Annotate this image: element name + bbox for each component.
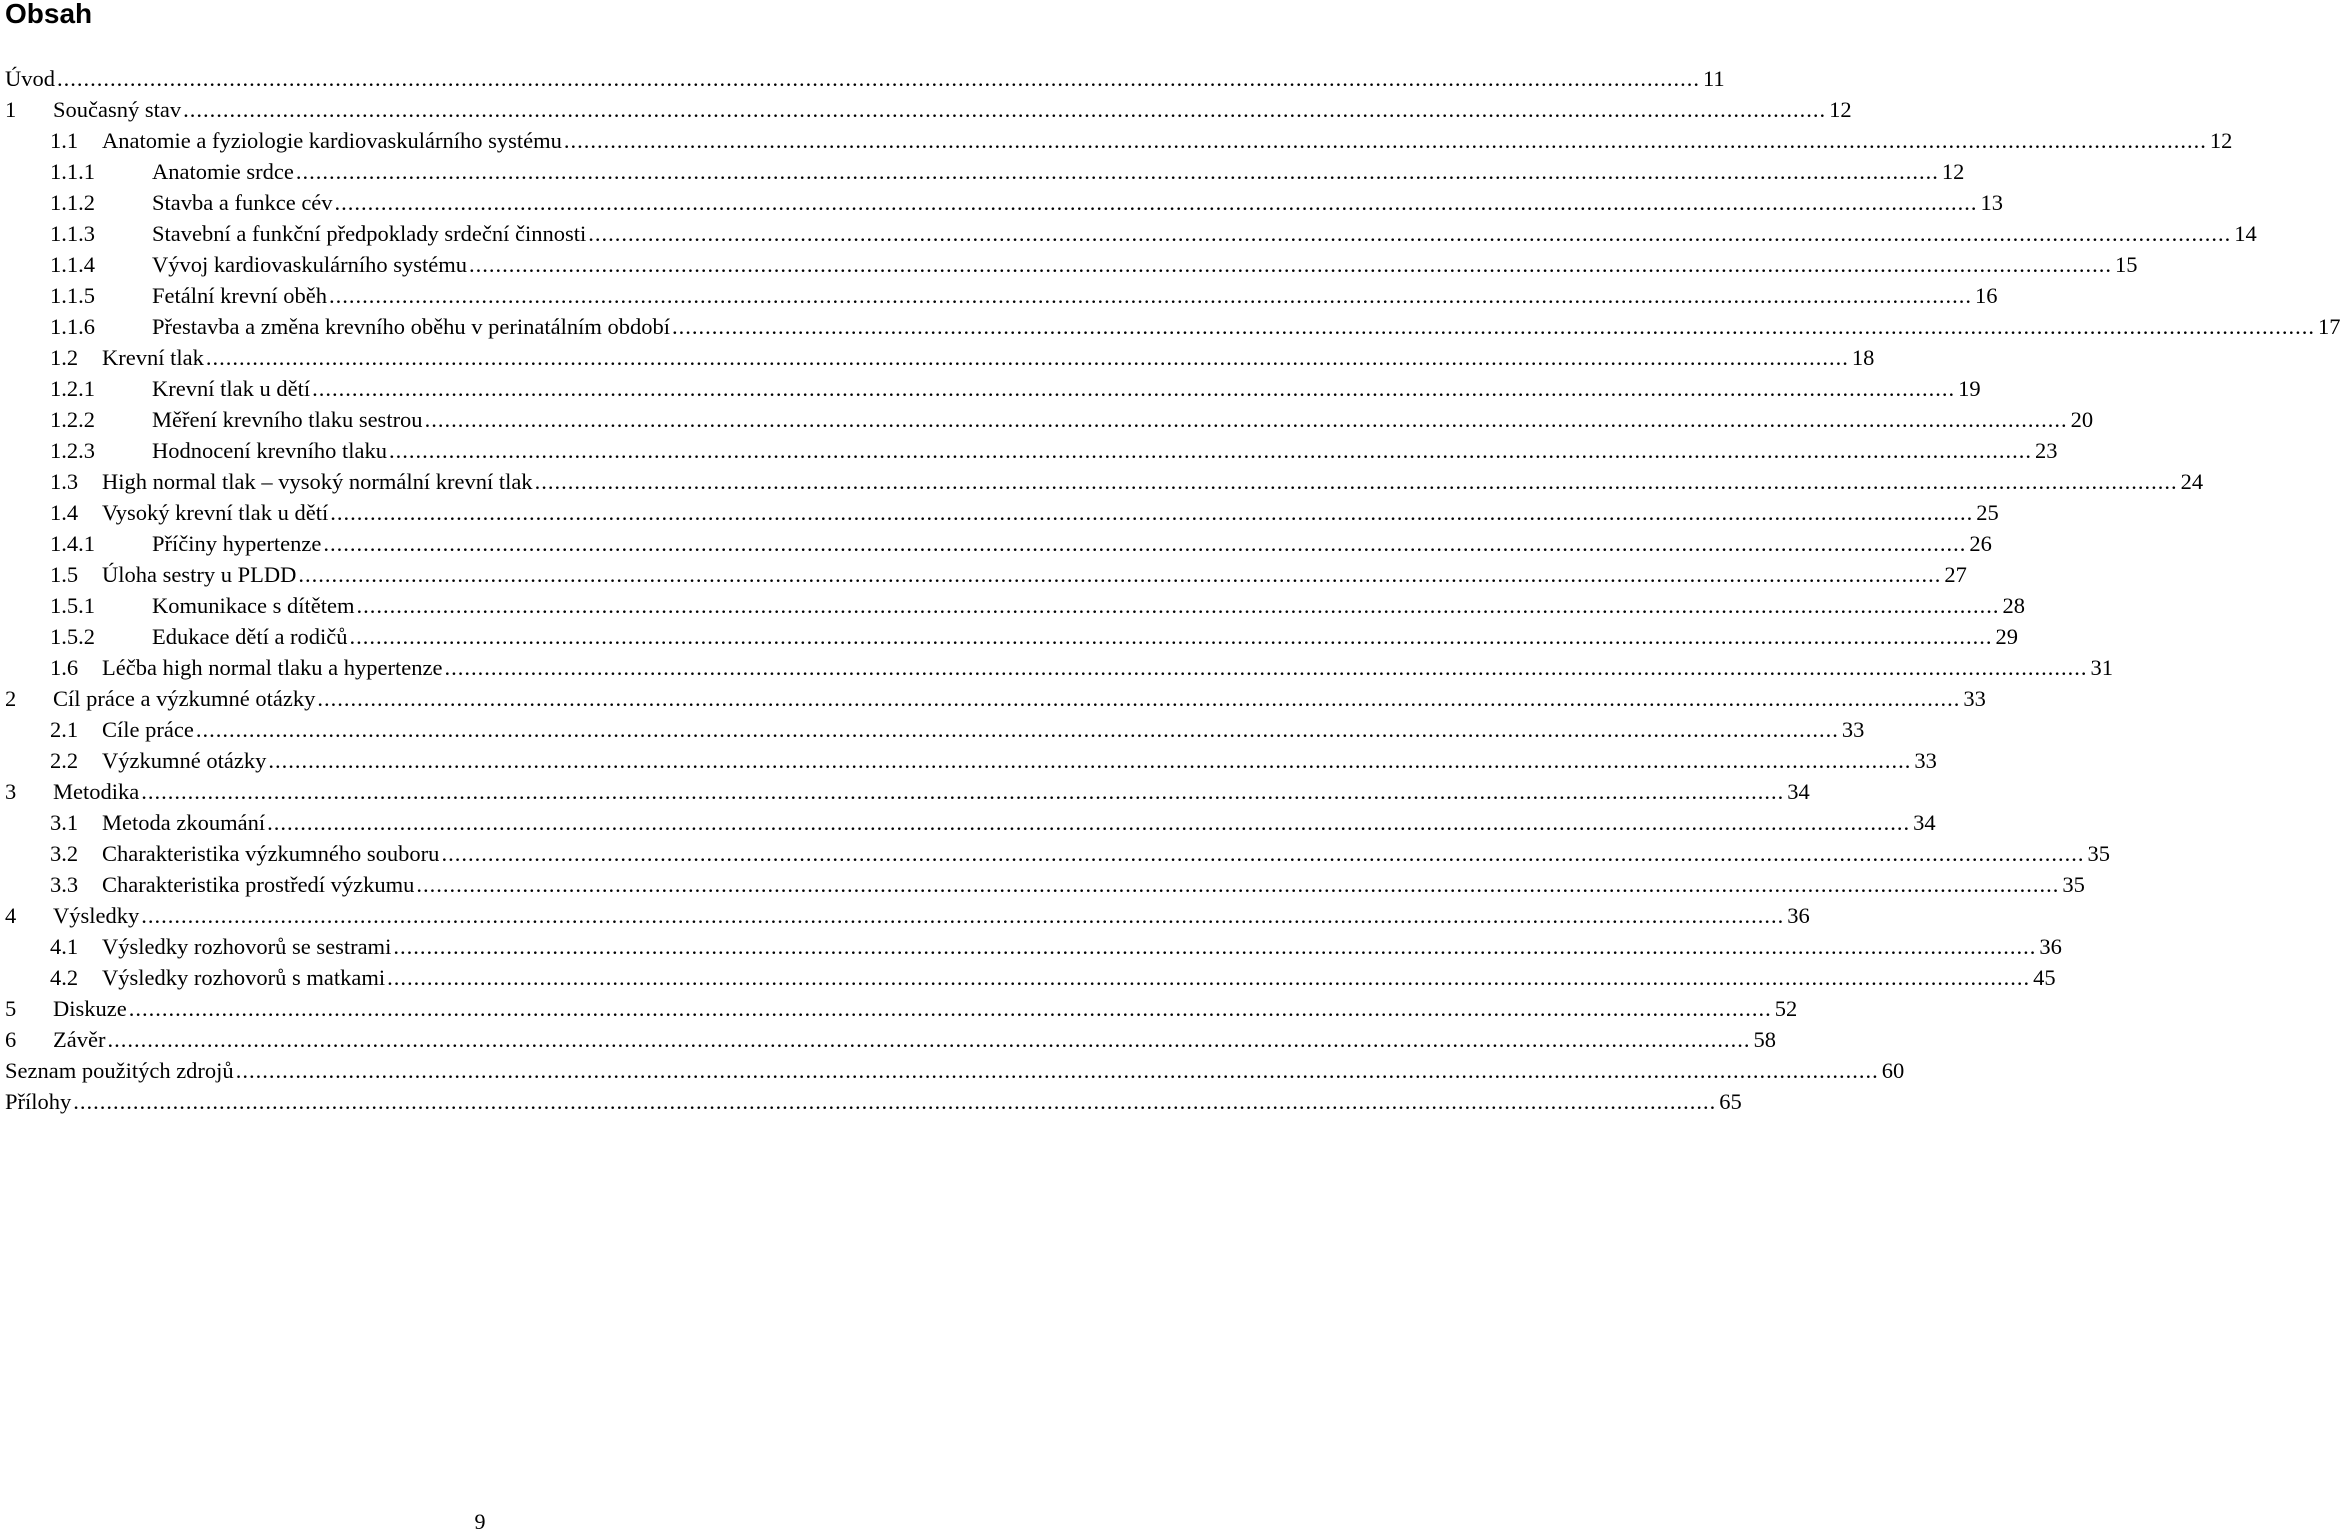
dot-leader bbox=[312, 373, 1955, 404]
toc-entry[interactable] bbox=[5, 94, 1852, 125]
toc-entry[interactable] bbox=[5, 590, 2025, 621]
toc-entry-page: 24 bbox=[2180, 469, 2204, 494]
table-of-contents bbox=[5, 63, 2341, 1117]
toc-entry-number: 1.5 bbox=[50, 562, 79, 587]
toc-heading: Obsah bbox=[5, 0, 93, 29]
toc-entry-page: 17 bbox=[2317, 314, 2341, 339]
toc-entry-title: Výzkumné otázky bbox=[102, 748, 267, 773]
toc-entry-title: Měření krevního tlaku sestrou bbox=[152, 407, 423, 432]
toc-entry[interactable] bbox=[5, 621, 2019, 652]
toc-entry-number: 3.2 bbox=[50, 841, 79, 866]
dot-leader bbox=[141, 900, 1784, 931]
toc-entry[interactable] bbox=[5, 1055, 1905, 1086]
toc-entry-page: 12 bbox=[2209, 128, 2233, 153]
toc-entry-title: Stavební a funkční předpoklady srdeční činnosti bbox=[152, 221, 587, 246]
dot-leader bbox=[469, 249, 2112, 280]
toc-entry-title: Edukace dětí a rodičů bbox=[152, 624, 348, 649]
toc-entry-page: 11 bbox=[1703, 66, 1725, 91]
toc-entry-title: Hodnocení krevního tlaku bbox=[152, 438, 387, 463]
toc-entry-page: 23 bbox=[2034, 438, 2058, 463]
toc-entry-number: 1.1.3 bbox=[50, 221, 95, 246]
toc-entry[interactable] bbox=[5, 156, 1965, 187]
toc-entry-number: 3.1 bbox=[50, 810, 79, 835]
dot-leader bbox=[356, 590, 1999, 621]
toc-entry[interactable] bbox=[5, 745, 1937, 776]
dot-leader bbox=[298, 559, 1941, 590]
toc-entry[interactable] bbox=[5, 900, 1810, 931]
toc-entry[interactable] bbox=[5, 652, 2113, 683]
toc-entry-title: Přestavba a změna krevního oběhu v perinatálním období bbox=[152, 314, 670, 339]
dot-leader bbox=[672, 311, 2315, 342]
toc-entry-page: 18 bbox=[1851, 345, 1875, 370]
dot-leader bbox=[57, 63, 1700, 94]
toc-entry-page: 13 bbox=[1980, 190, 2004, 215]
toc-entry[interactable] bbox=[5, 435, 2058, 466]
toc-entry-number: 1 bbox=[5, 97, 17, 122]
toc-entry-title: Stavba a funkce cév bbox=[152, 190, 333, 215]
toc-entry-number: 4 bbox=[5, 903, 17, 928]
toc-entry-number: 1.1.6 bbox=[50, 314, 95, 339]
toc-entry-title: Charakteristika prostředí výzkumu bbox=[102, 872, 415, 897]
dot-leader bbox=[268, 745, 1911, 776]
toc-entry[interactable] bbox=[5, 776, 1810, 807]
toc-entry-page: 20 bbox=[2070, 407, 2094, 432]
toc-entry[interactable] bbox=[5, 931, 2062, 962]
toc-entry-page: 28 bbox=[2002, 593, 2025, 618]
dot-leader bbox=[107, 1024, 1750, 1055]
dot-leader bbox=[196, 714, 1839, 745]
toc-entry-title: Závěr bbox=[53, 1027, 106, 1052]
dot-leader bbox=[329, 280, 1972, 311]
toc-entry[interactable] bbox=[5, 342, 1875, 373]
dot-leader bbox=[141, 776, 1784, 807]
toc-entry-number: 1.4.1 bbox=[50, 531, 95, 556]
toc-entry-page: 16 bbox=[1974, 283, 1998, 308]
toc-entry[interactable] bbox=[5, 125, 2233, 156]
toc-entry[interactable] bbox=[5, 683, 1986, 714]
toc-entry-page: 12 bbox=[1829, 97, 1852, 122]
toc-entry[interactable] bbox=[5, 869, 2085, 900]
toc-entry-page: 29 bbox=[1995, 624, 2019, 649]
toc-entry[interactable] bbox=[5, 838, 2110, 869]
toc-entry[interactable] bbox=[5, 559, 1967, 590]
dot-leader bbox=[323, 528, 1966, 559]
dot-leader bbox=[183, 94, 1826, 125]
dot-leader bbox=[535, 466, 2178, 497]
toc-entry-title: Přílohy bbox=[5, 1089, 72, 1114]
toc-entry-number: 1.2.2 bbox=[50, 407, 95, 432]
toc-entry-title: Fetální krevní oběh bbox=[152, 283, 327, 308]
toc-entry-number: 1.1.2 bbox=[50, 190, 95, 215]
toc-entry[interactable] bbox=[5, 962, 2056, 993]
toc-entry-page: 36 bbox=[1787, 903, 1810, 928]
toc-entry-title: Charakteristika výzkumného souboru bbox=[102, 841, 440, 866]
toc-entry-title: Cíle práce bbox=[102, 717, 194, 742]
toc-entry-number: 1.5.1 bbox=[50, 593, 95, 618]
toc-entry[interactable] bbox=[5, 218, 2257, 249]
toc-entry[interactable] bbox=[5, 311, 2341, 342]
toc-entry-title: Cíl práce a výzkumné otázky bbox=[53, 686, 316, 711]
dot-leader bbox=[330, 497, 1973, 528]
toc-entry-number: 1.2.1 bbox=[50, 376, 95, 401]
toc-entry-number: 5 bbox=[5, 996, 17, 1021]
dot-leader bbox=[350, 621, 1993, 652]
dot-leader bbox=[393, 931, 2036, 962]
toc-entry-page: 25 bbox=[1976, 500, 1999, 525]
toc-entry[interactable] bbox=[5, 466, 2204, 497]
toc-entry[interactable] bbox=[5, 404, 2094, 435]
toc-entry-number: 2.2 bbox=[50, 748, 79, 773]
toc-entry-number: 1.1 bbox=[50, 128, 79, 153]
toc-entry-page: 52 bbox=[1774, 996, 1798, 1021]
toc-entry-title: Komunikace s dítětem bbox=[152, 593, 355, 618]
toc-entry[interactable] bbox=[5, 1024, 1776, 1055]
toc-entry-number: 1.2.3 bbox=[50, 438, 95, 463]
dot-leader bbox=[317, 683, 1960, 714]
toc-entry-number: 4.1 bbox=[50, 934, 79, 959]
toc-entry-page: 60 bbox=[1881, 1058, 1905, 1083]
toc-entry-title: Vysoký krevní tlak u dětí bbox=[102, 500, 329, 525]
dot-leader bbox=[267, 807, 1910, 838]
toc-entry[interactable] bbox=[5, 63, 1725, 94]
toc-entry[interactable] bbox=[5, 280, 1998, 311]
dot-leader bbox=[206, 342, 1849, 373]
toc-entry-page: 26 bbox=[1969, 531, 1992, 556]
toc-entry-number: 1.6 bbox=[50, 655, 79, 680]
toc-entry-page: 31 bbox=[2090, 655, 2113, 680]
toc-entry-title: Současný stav bbox=[53, 97, 182, 122]
toc-entry[interactable] bbox=[5, 249, 2138, 280]
dot-leader bbox=[335, 187, 1978, 218]
toc-entry[interactable] bbox=[5, 497, 1999, 528]
toc-entry-number: 3.3 bbox=[50, 872, 79, 897]
dot-leader bbox=[416, 869, 2059, 900]
toc-entry-number: 4.2 bbox=[50, 965, 79, 990]
toc-entry-number: 1.2 bbox=[50, 345, 79, 370]
toc-entry-number: 1.1.5 bbox=[50, 283, 95, 308]
toc-entry-title: Úvod bbox=[5, 66, 55, 91]
toc-entry-page: 65 bbox=[1719, 1089, 1742, 1114]
toc-entry-title: Anatomie srdce bbox=[152, 159, 294, 184]
dot-leader bbox=[444, 652, 2087, 683]
toc-entry-page: 34 bbox=[1787, 779, 1810, 804]
toc-entry-title: Výsledky bbox=[53, 903, 140, 928]
toc-entry-number: 2.1 bbox=[50, 717, 79, 742]
dot-leader bbox=[129, 993, 1772, 1024]
dot-leader bbox=[387, 962, 2030, 993]
dot-leader bbox=[441, 838, 2084, 869]
toc-entry-number: 1.3 bbox=[50, 469, 79, 494]
dot-leader bbox=[425, 404, 2068, 435]
page-number: 9 bbox=[474, 1509, 486, 1534]
toc-entry-page: 12 bbox=[1941, 159, 1965, 184]
toc-entry-title: Léčba high normal tlaku a hypertenze bbox=[102, 655, 443, 680]
toc-entry-page: 35 bbox=[2087, 841, 2110, 866]
toc-entry-page: 36 bbox=[2039, 934, 2062, 959]
toc-entry[interactable] bbox=[5, 528, 1992, 559]
dot-leader bbox=[296, 156, 1939, 187]
toc-entry-title: Výsledky rozhovorů se sestrami bbox=[102, 934, 392, 959]
toc-entry-title: Úloha sestry u PLDD bbox=[102, 562, 297, 587]
dot-leader bbox=[73, 1086, 1716, 1117]
toc-entry-title: Metodika bbox=[53, 779, 140, 804]
toc-entry-title: High normal tlak – vysoký normální krevní tlak bbox=[102, 469, 533, 494]
toc-entry-page: 45 bbox=[2033, 965, 2056, 990]
toc-entry-page: 19 bbox=[1958, 376, 1981, 401]
toc-entry-title: Krevní tlak u dětí bbox=[152, 376, 311, 401]
dot-leader bbox=[389, 435, 2032, 466]
toc-entry-page: 27 bbox=[1944, 562, 1967, 587]
toc-entry-page: 33 bbox=[1963, 686, 1986, 711]
toc-entry-number: 6 bbox=[5, 1027, 17, 1052]
toc-entry-number: 1.1.4 bbox=[50, 252, 95, 277]
toc-entry-title: Seznam použitých zdrojů bbox=[5, 1058, 234, 1083]
toc-entry-title: Výsledky rozhovorů s matkami bbox=[102, 965, 386, 990]
toc-entry-page: 34 bbox=[1913, 810, 1936, 835]
toc-entry-page: 33 bbox=[1914, 748, 1937, 773]
toc-entry-title: Metoda zkoumání bbox=[102, 810, 266, 835]
dot-leader bbox=[236, 1055, 1879, 1086]
toc-entry-number: 2 bbox=[5, 686, 17, 711]
toc-entry-title: Příčiny hypertenze bbox=[152, 531, 322, 556]
toc-entry[interactable] bbox=[5, 714, 1865, 745]
toc-entry[interactable] bbox=[5, 1086, 1742, 1117]
dot-leader bbox=[564, 125, 2207, 156]
toc-entry-number: 1.5.2 bbox=[50, 624, 95, 649]
toc-entry[interactable] bbox=[5, 807, 1936, 838]
toc-entry-page: 14 bbox=[2234, 221, 2257, 246]
toc-entry[interactable] bbox=[5, 187, 2004, 218]
toc-entry[interactable] bbox=[5, 993, 1798, 1024]
toc-entry-title: Anatomie a fyziologie kardiovaskulárního systému bbox=[102, 128, 562, 153]
toc-entry-title: Vývoj kardiovaskulárního systému bbox=[152, 252, 467, 277]
toc-entry-number: 3 bbox=[5, 779, 17, 804]
toc-entry-title: Diskuze bbox=[53, 996, 127, 1021]
toc-entry[interactable] bbox=[5, 373, 1981, 404]
toc-entry-page: 15 bbox=[2114, 252, 2138, 277]
toc-entry-number: 1.4 bbox=[50, 500, 79, 525]
toc-entry-page: 58 bbox=[1753, 1027, 1776, 1052]
dot-leader bbox=[588, 218, 2231, 249]
toc-entry-number: 1.1.1 bbox=[50, 159, 95, 184]
toc-entry-title: Krevní tlak bbox=[102, 345, 204, 370]
toc-entry-page: 35 bbox=[2062, 872, 2085, 897]
toc-entry-page: 33 bbox=[1841, 717, 1865, 742]
